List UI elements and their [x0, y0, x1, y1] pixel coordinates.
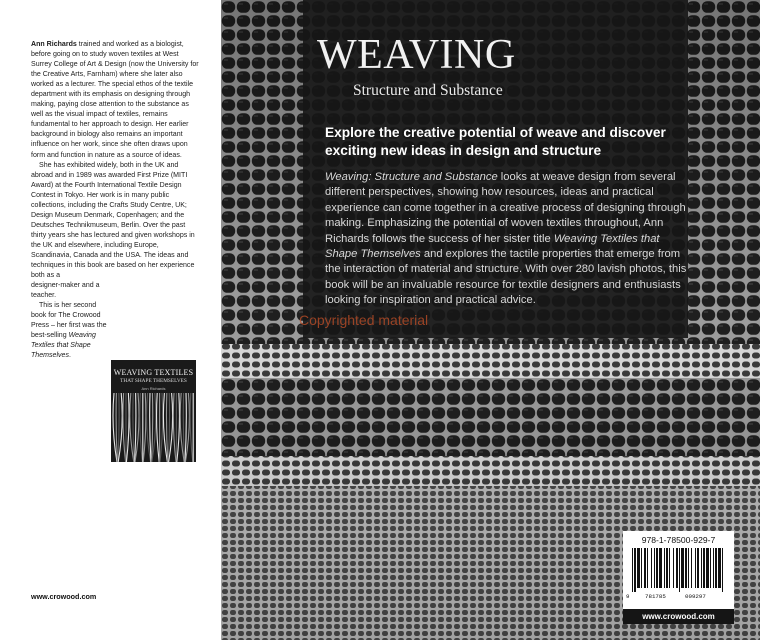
textile-strands-image: [111, 393, 196, 462]
previous-book-title: Weaving Textiles that Shape Themselves: [31, 332, 96, 360]
bio-text-1: trained and worked as a biologist, before going on to study woven textiles at West Surrey College of Art & Design (now the University for the Creative Arts, Farnham) where she later also worked as a lecturer. The special ethos of the textile department with its emphasis on designing through making, paying close attention to the substance as well as the visual impact of textiles, remains fundamental to her approach to design. Her earlier background in biology also remains an important influence on her work, since she often draws upon form and function in nature as a source of ideas.: [31, 41, 199, 159]
back-cover: [221, 0, 760, 640]
bio-text-3: This is her second book for The Crowood Press – her first was the best-selling: [31, 302, 107, 340]
back-flap: [0, 0, 221, 640]
blurb-text-2: and explores the tactile properties that emerge from the interaction of material and structure. With over 280 lavish photos, this book will be an invaluable resource for textile designers and enthusiasts looking for inspiration and practical advice.: [325, 248, 687, 307]
blurb-text-1: looks at weave design from several different perspectives, showing how resources, ideas and practical experience can come together in a creative process of designing through making. Emphasizing the potential of woven textiles throughout, Ann Richards follows the success of her sister title: [325, 171, 686, 245]
title-panel: [303, 0, 688, 338]
bio-paragraph-2: She has exhibited widely, both in the UK and abroad and in 1989 was awarded First Prize (MITI Award) at the Fourth International Textile Design Contest in Tokyo. Her work is in many public collections, including the Crafts Study Centre, UK; Design Museum Denmark, Copenhagen; and the Deutsches Technikmuseum, Berlin. Over the past thirty years she has lectured and given workshops in the UK and elsewhere, including Europe, Scandinavia, Canada and the USA. The ideas and techniques in this book are based on her experience both as a: [31, 161, 195, 280]
bio-paragraph-3: [31, 301, 107, 361]
barcode-digits-right: 009297: [685, 593, 706, 600]
barcode-digit-prefix: 9: [626, 593, 630, 600]
flap-website: www.crowood.com: [31, 592, 97, 601]
author-name: Ann Richards: [31, 41, 77, 48]
previous-book-cover-subtitle: THAT SHAPE THEMSELVES: [120, 378, 187, 384]
blurb-book-title: Weaving: Structure and Substance: [325, 171, 498, 183]
book-subtitle: Structure and Substance: [353, 82, 503, 99]
cover-website: www.crowood.com: [623, 609, 734, 624]
tagline: Explore the creative potential of weave and discover exciting new ideas in design and structure: [325, 125, 666, 158]
blurb-sister-title: Weaving Textiles that Shape Themselves: [325, 232, 660, 261]
barcode-icon: [632, 548, 725, 592]
previous-book-cover-title: WEAVING TEXTILES: [113, 368, 194, 377]
book-title: WEAVING: [317, 32, 516, 78]
barcode-digits-left: 781785: [645, 593, 666, 600]
barcode-box: [623, 531, 734, 609]
copyright-watermark: Copyrighted material: [299, 312, 429, 328]
previous-book-thumbnail: [111, 360, 196, 462]
bio-paragraph-1: [31, 40, 201, 161]
previous-book-cover-author: Ann Richards: [141, 386, 166, 391]
book-description: [325, 170, 689, 309]
author-bio: [31, 40, 201, 362]
bio-paragraph-2-end: designer-maker and a teacher.: [31, 282, 100, 300]
bio-text-3-end: .: [69, 352, 71, 360]
isbn-number: 978-1-78500-929-7: [641, 535, 716, 545]
